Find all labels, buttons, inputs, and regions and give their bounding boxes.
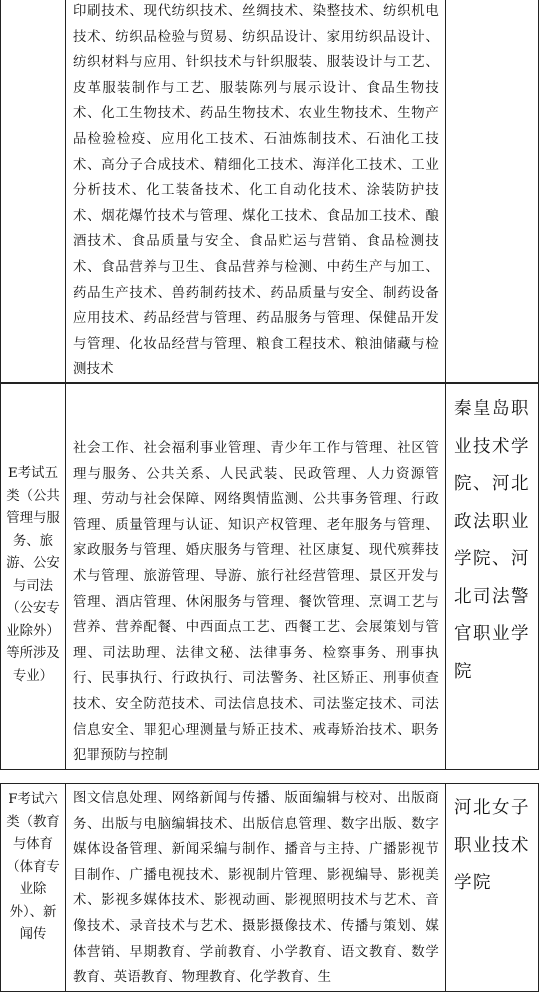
category-cell <box>1 784 66 992</box>
category-cell <box>1 383 66 770</box>
table-row <box>1 784 539 992</box>
school-cell <box>446 0 539 383</box>
school-cell <box>446 784 539 992</box>
table-row <box>1 383 539 770</box>
category-cell <box>1 0 66 383</box>
school-text: 河北女子职业技术学院 <box>454 798 530 893</box>
school-text: 秦皇岛职业技术学院、河北政法职业学院、河北司法警官职业学院 <box>454 399 530 682</box>
majors-text: 图文信息处理、网络新闻与传播、版面编辑与校对、出版商务、出版与电脑编辑技术、出版信息管理、数字出版、数字媒体设备管理、新闻采编与制作、播音与主持、广播影视节目制作、广播电视技术、影视制片管理、影视编导、影视美术、影视多媒体技术、影视动画、影视照明技术与艺术、音像技术、录音技术与艺术、摄影摄像技术、传播与策划、媒体营销、早期教育、学前教育、小学教育、语文教育、数学教育、英语教育、物理教育、化学教育、生 <box>73 791 439 986</box>
majors-cell <box>66 784 446 992</box>
majors-cell <box>66 383 446 770</box>
majors-text: 印刷技术、现代纺织技术、丝绸技术、染整技术、纺织机电技术、纺织品检验与贸易、纺织品设计、家用纺织品设计、纺织材料与应用、针织技术与针织服装、服装设计与工艺、皮革服装制作与工艺、服装陈列与展示设计、食品生物技术、化工生物技术、药品生物技术、农业生物技术、生物产品检验检疫、应用化工技术、石油炼制技术、石油化工技术、高分子合成技术、精细化工技术、海洋化工技术、工业分析技术、化工装备技术、化工自动化技术、涂装防护技术、烟花爆竹技术与管理、煤化工技术、食品加工技术、酿酒技术、食品质量与安全、食品贮运与营销、食品检测技术、食品营养与卫生、食品营养与检测、中药生产与加工、药品生产技术、兽药制药技术、药品质量与安全、制药设备应用技术、药品经营与管理、药品服务与管理、保健品开发与管理、化妆品经营与管理、粮食工程技术、粮油储藏与检测技术 <box>73 4 439 378</box>
table-row <box>1 0 539 383</box>
category-text: F考试六类（教育与体育（体育专业除外）、新闻传 <box>6 792 60 942</box>
school-cell <box>446 383 539 770</box>
majors-text: 社会工作、社会福利事业管理、青少年工作与管理、社区管理与服务、公共关系、人民武装、民政管理、人力资源管理、劳动与社会保障、网络舆情监测、公共事务管理、行政管理、质量管理与认证、知识产权管理、老年服务与管理、家政服务与管理、婚庆服务与管理、社区康复、现代殡葬技术与管理、旅游管理、导游、旅行社经营管理、景区开发与管理、酒店管理、休闲服务与管理、餐饮管理、烹调工艺与营养、营养配餐、中西面点工艺、西餐工艺、会展策划与管理、司法助理、法律文秘、法律事务、检察事务、刑事执行、民事执行、行政执行、司法警务、社区矫正、刑事侦查技术、安全防范技术、司法信息技术、司法鉴定技术、司法信息安全、罪犯心理测量与矫正技术、戒毒矫治技术、职务犯罪预防与控制 <box>73 441 439 764</box>
majors-cell <box>66 0 446 383</box>
category-text: E考试五类（公共管理与服务、旅游、公安与司法（公安专业除外）等所涉及专业） <box>6 466 60 684</box>
majors-table-continuation <box>0 0 539 384</box>
majors-table-f <box>0 783 539 992</box>
majors-table-e <box>0 382 539 770</box>
